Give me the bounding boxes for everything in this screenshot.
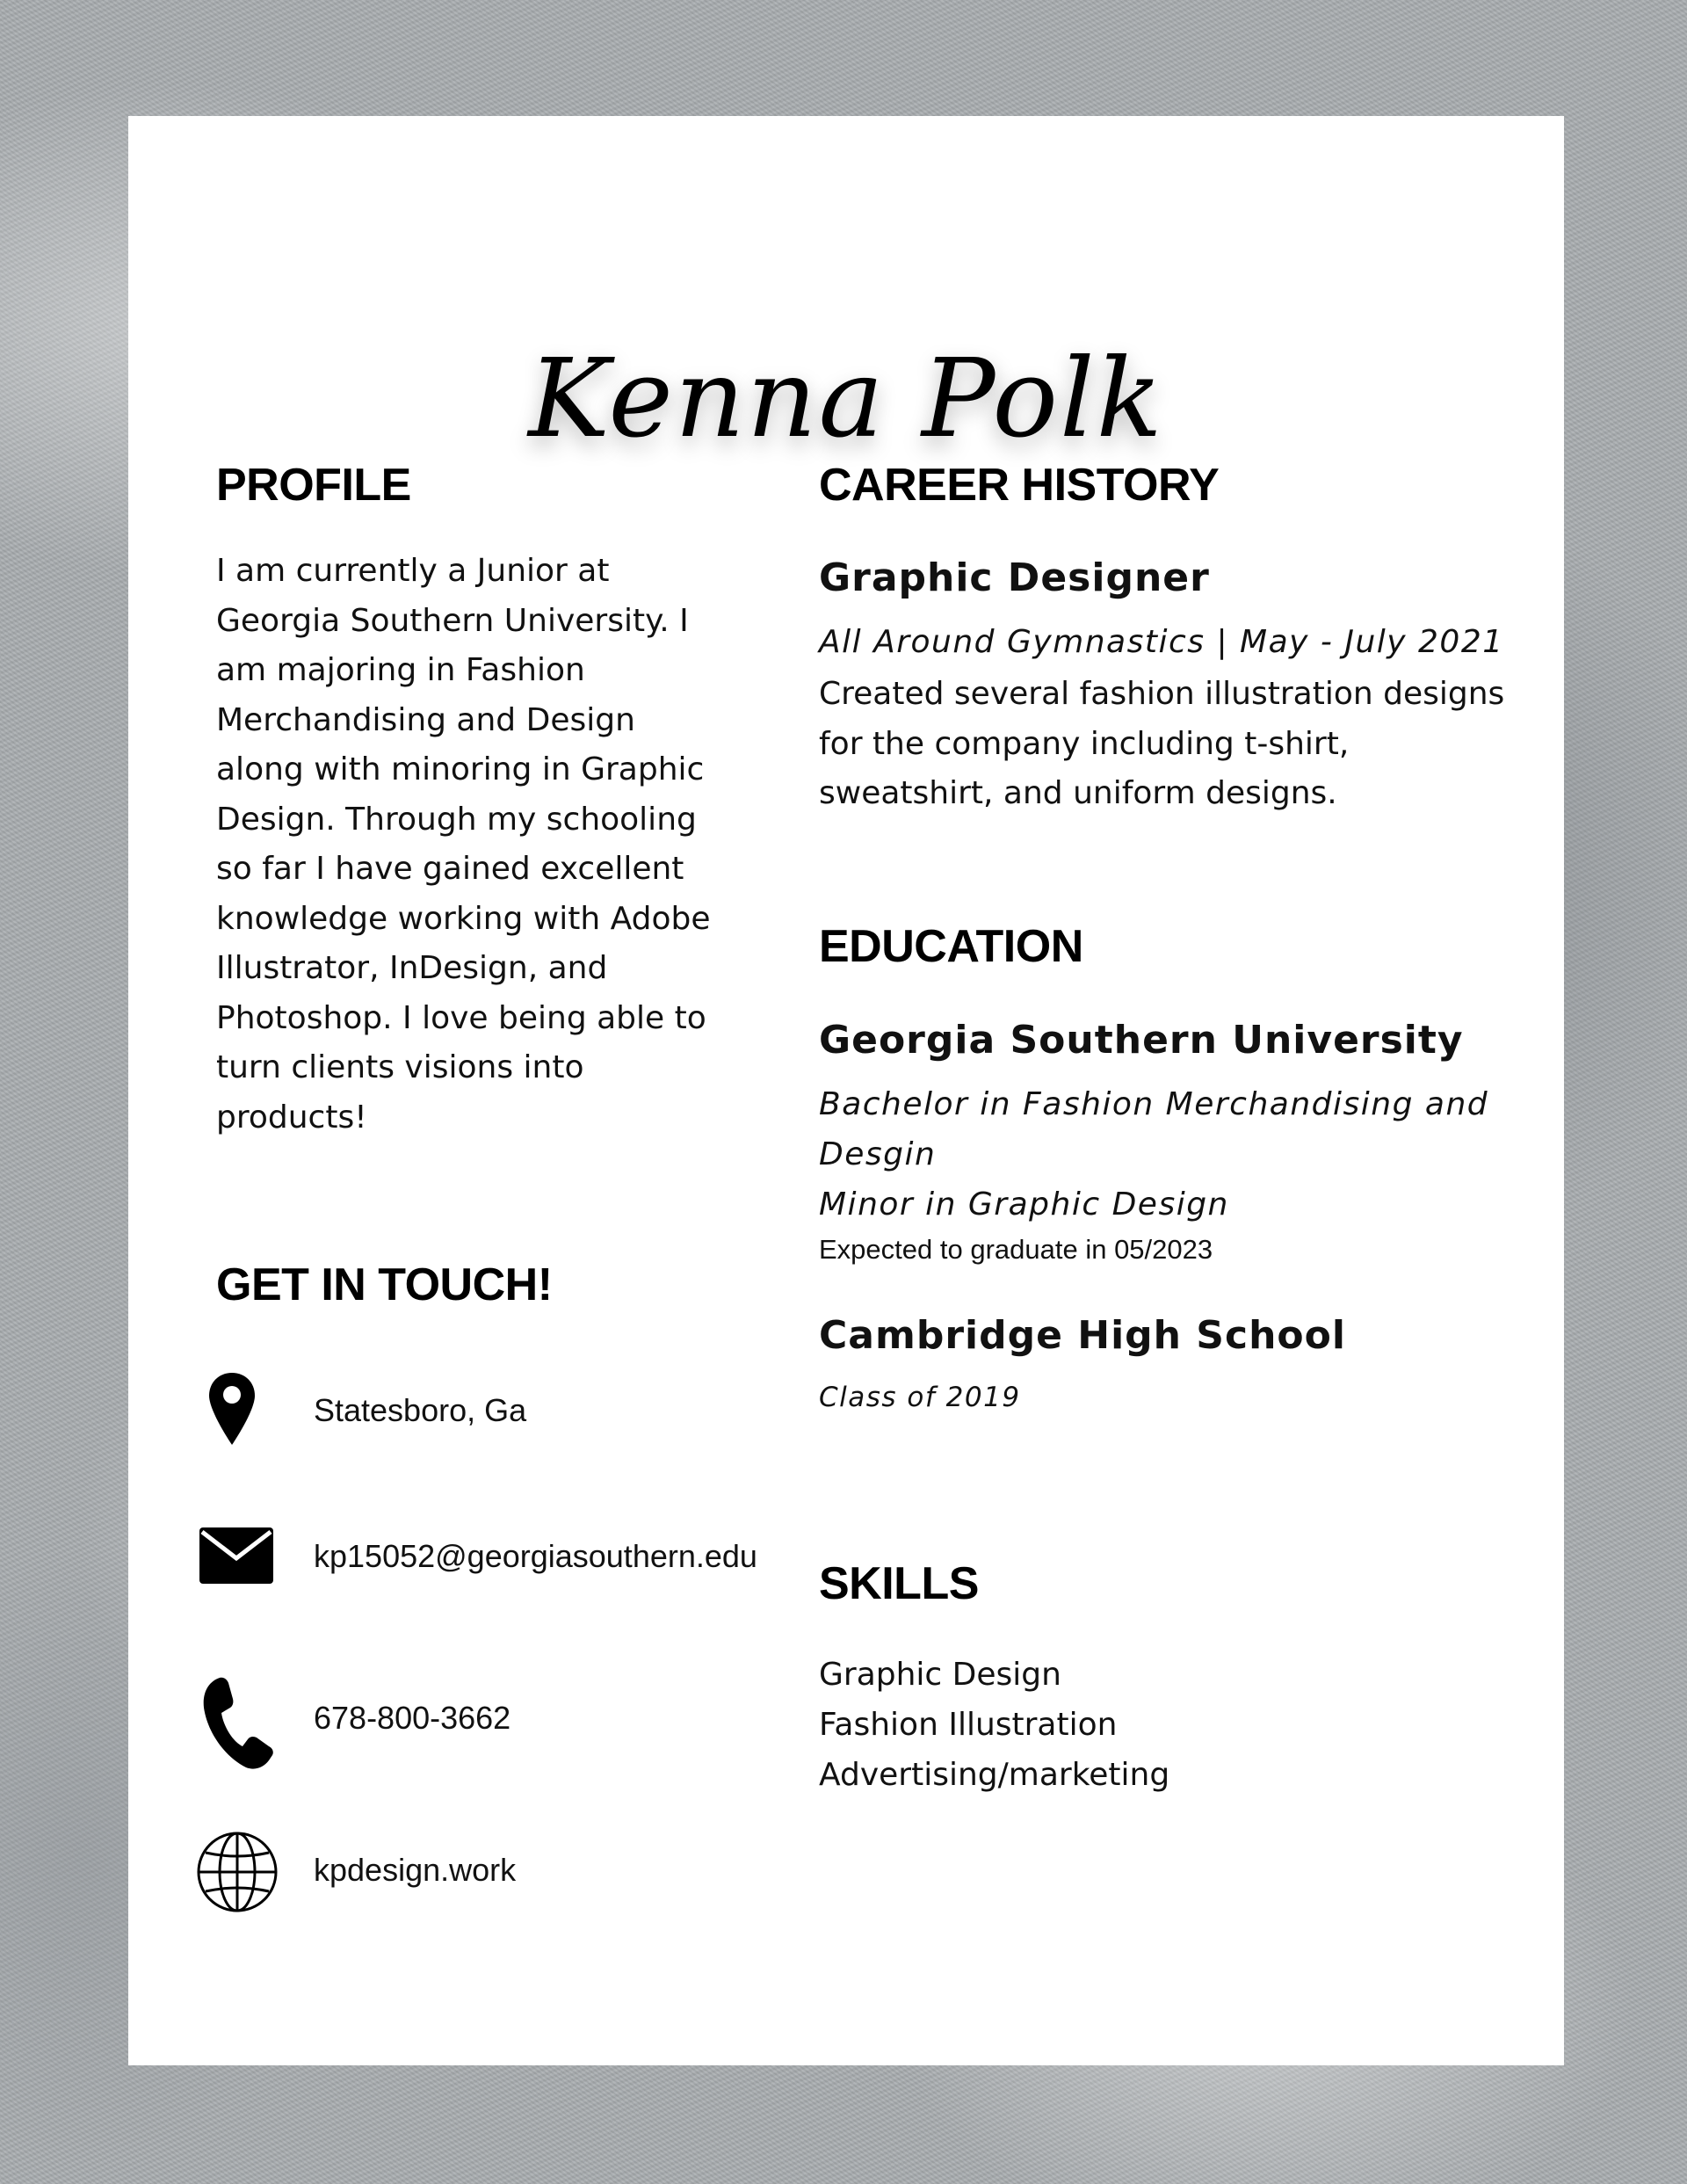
profile-text: I am currently a Junior at Georgia Southern University. I am majoring in Fashion Merchandising and Design along with minoring in Graphic Design. Through my schooling so far I have gained excellent knowledge working with Adobe Illustrator, InDesign, and Photoshop. I love being able to turn clients visions into products! [216,553,711,1136]
skill-item: Graphic Design [819,1657,1061,1693]
career-description: Created several fashion illustration designs for the company including t-shirt, sweatshirt, and uniform designs. [819,676,1505,811]
school2-class: Class of 2019 [819,1382,1021,1413]
career-title: Graphic Designer [819,555,1210,600]
skill-item: Advertising/marketing [819,1757,1170,1793]
resume-name: Kenna Polk [528,336,1164,462]
contact-heading: GET IN TOUCH! [216,1259,553,1310]
contact-location: Statesboro, Ga [314,1392,527,1428]
career-meta: All Around Gymnastics | May - July 2021 [819,624,1504,660]
school2-name: Cambridge High School [819,1313,1346,1358]
phone-icon [202,1676,274,1774]
contact-email[interactable]: kp15052@georgiasouthern.edu [314,1538,757,1574]
education-heading: EDUCATION [819,921,1083,972]
globe-icon [195,1830,279,1918]
skill-item: Fashion Illustration [819,1707,1118,1743]
envelope-icon [199,1527,274,1588]
school1-expected: Expected to graduate in 05/2023 [819,1234,1213,1265]
contact-phone[interactable]: 678-800-3662 [314,1700,511,1736]
map-pin-icon [207,1371,257,1450]
profile-heading: PROFILE [216,460,411,511]
skills-heading: SKILLS [819,1558,979,1609]
resume-sheet [128,116,1564,2065]
school1-minor: Minor in Graphic Design [819,1186,1229,1223]
school1-name: Georgia Southern University [819,1018,1464,1063]
career-heading: CAREER HISTORY [819,460,1220,511]
skills-list [819,1650,1169,1800]
school1-degree: Bachelor in Fashion Merchandising and Desgin [819,1086,1489,1172]
contact-website[interactable]: kpdesign.work [314,1852,517,1888]
